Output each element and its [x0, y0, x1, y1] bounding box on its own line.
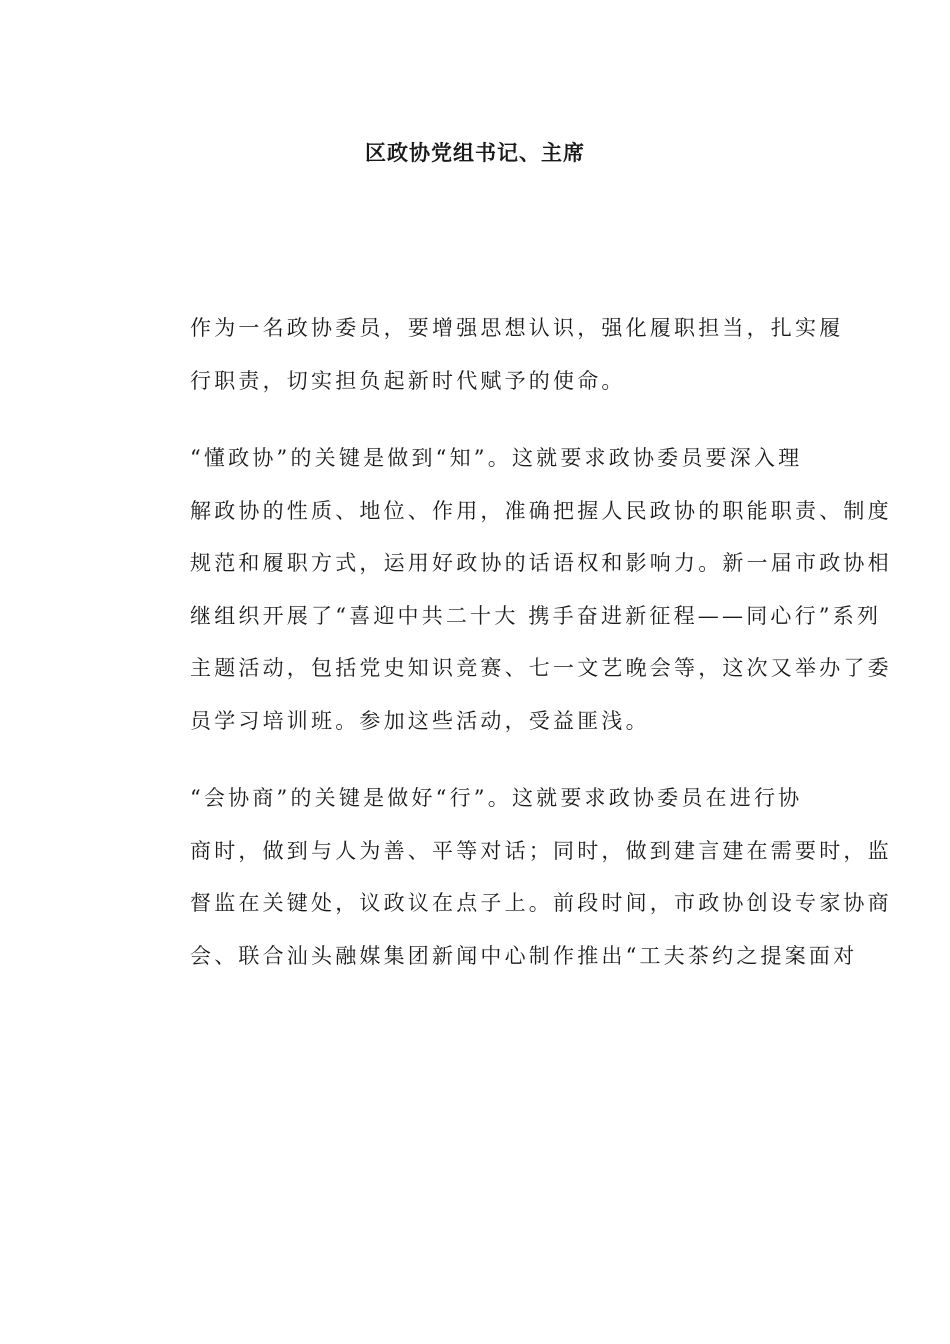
text-line: 继组织开展了“喜迎中共二十大 携手奋进新征程——同心行”系列 [190, 603, 882, 628]
text-line: 行职责，切实担负起新时代赋予的使命。 [190, 368, 626, 393]
text-line: 督监在关键处，议政议在点子上。前段时间，市政协创设专家协商 [190, 891, 892, 915]
text-line: 员学习培训班。参加这些活动，受益匪浅。 [190, 708, 650, 733]
paragraph-2 [146, 432, 892, 747]
text-line: 商时，做到与人为善、平等对话；同时，做到建言建在需要时，监 [190, 838, 892, 863]
text-line: 解政协的性质、地位、作用，准确把握人民政协的职能职责、制度 [190, 498, 892, 523]
text-line: “会协商”的关键是做好“行”。这就要求政协委员在进行协 [190, 786, 803, 810]
paragraph-3 [146, 772, 892, 982]
document-title: 区政协党组书记、主席 [365, 140, 585, 165]
text-line: 作为一名政协委员，要增强思想认识，强化履职担当，扎实履 [190, 316, 844, 340]
document-body [146, 302, 892, 1007]
text-line: “懂政协”的关键是做到“知”。这就要求政协委员要深入理 [190, 446, 803, 470]
text-line: 主题活动，包括党史知识竞赛、七一文艺晚会等，这次又举办了委 [190, 656, 892, 680]
text-line: 会、联合汕头融媒集团新闻中心制作推出“工夫茶约之提案面对 [190, 943, 858, 968]
text-line: 规范和履职方式，运用好政协的话语权和影响力。新一届市政协相 [190, 551, 892, 575]
paragraph-1 [146, 302, 844, 407]
